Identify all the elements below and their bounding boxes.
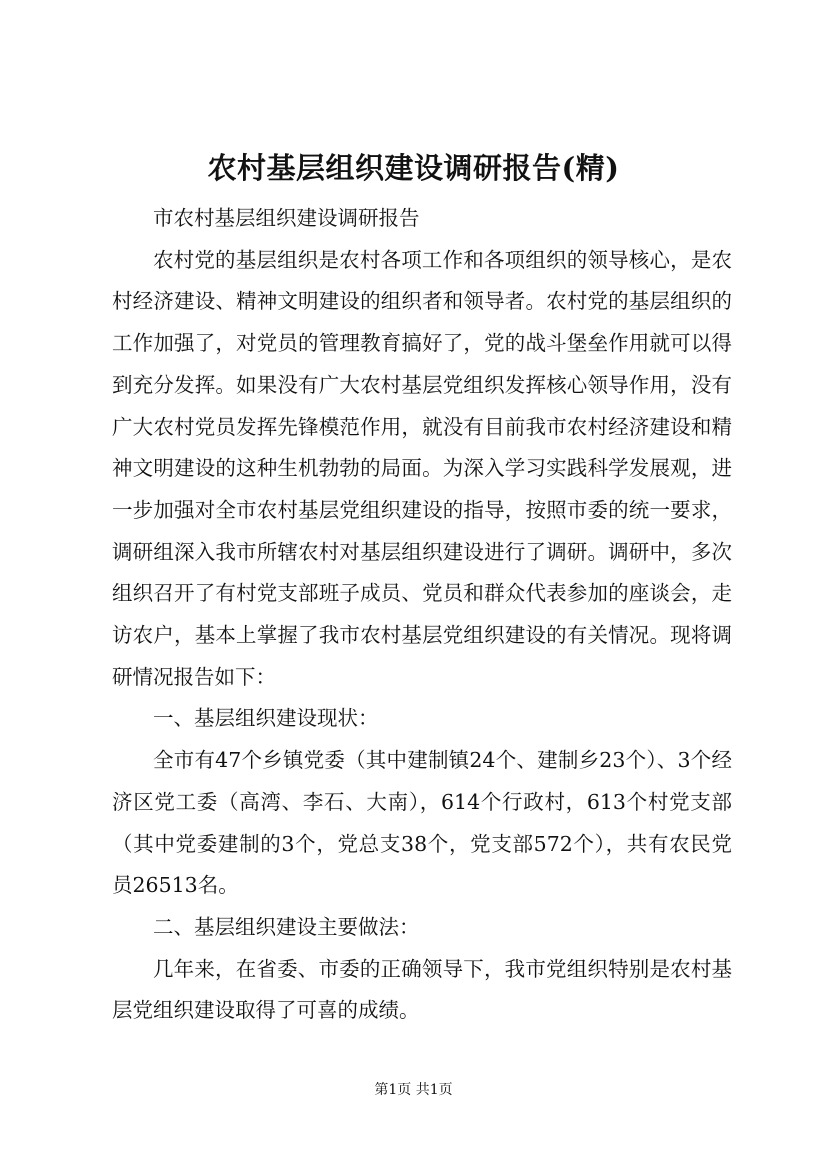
paragraph-subtitle: 市农村基层组织建设调研报告 [153,206,420,230]
document-title: 农村基层组织建设调研报告(精) [207,151,620,185]
paragraph-intro: 农村党的基层组织是农村各项工作和各项组织的领导核心，是农村经济建设、精神文明建设的组织者和领导者。农村党的基层组织的工作加强了，对党员的管理教育搞好了，党的战斗堡垒作用就可以得到充分发挥。如果没有广大农村基层党组织发挥核心领导作用，没有广大农村党员发挥先锋模范作用，就没有目前我市农村经济建设和精神文明建设的这种生机勃勃的局面。为深入学习实践科学发展观，进一步加强对全市农村基层党组织建设的指导，按照市委的统一要求，调研组深入我市所辖农村对基层组织建设进行了调研。调研中，多次组织召开了有村党支部班子成员、党员和群众代表参加的座谈会，走访农户，基本上掌握了我市农村基层党组织建设的有关情况。现将调研情况报告如下： [112,247,732,689]
page-footer: 第1页 共1页 [374,1082,453,1098]
paragraph-status: 全市有47个乡镇党委（其中建制镇24个、建制乡23个）、3个经济区党工委（高湾、李石、大南），614个行政村，613个村党支部（其中党委建制的3个，党总支38个，党支部572个），共有农民党员26513名。 [112,748,732,898]
section-heading-status: 一、基层组织建设现状： [153,706,379,731]
section-heading-practices: 二、基层组织建设主要做法： [153,914,420,939]
paragraph-practices: 几年来，在省委、市委的正确领导下，我市党组织特别是农村基层党组织建设取得了可喜的成绩。 [112,956,732,1023]
document-body [112,198,732,1032]
